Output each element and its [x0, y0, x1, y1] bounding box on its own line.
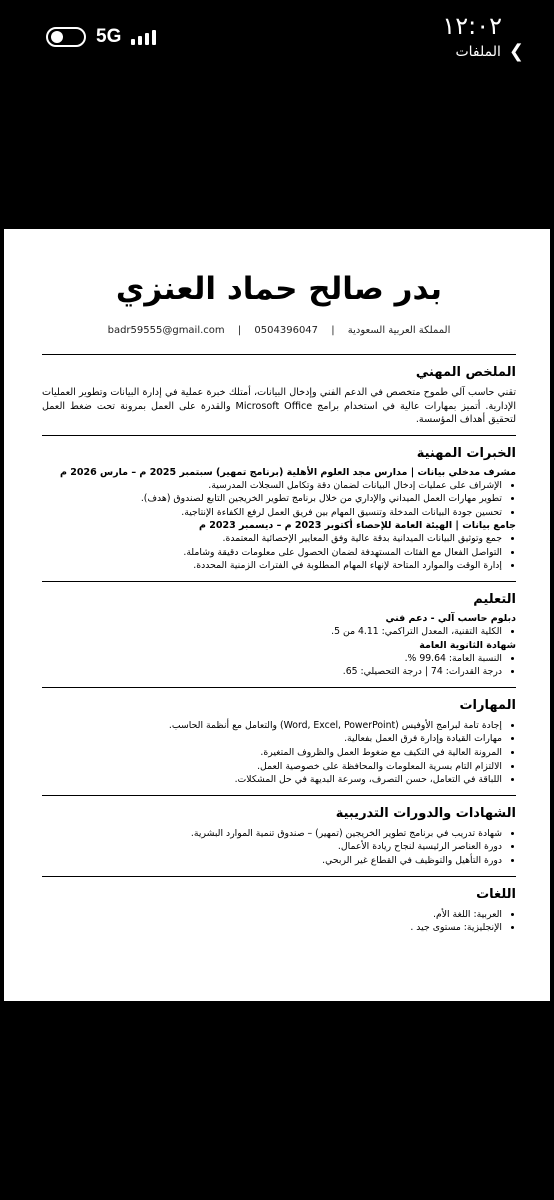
skills-list	[42, 719, 516, 787]
education-title: التعليم	[473, 592, 516, 608]
divider	[42, 435, 516, 436]
list-item: • التواصل الفعال مع الفئات المستهدفة لضمان الحصول على معلومات دقيقة وشاملة.	[42, 546, 502, 560]
list-item: • إجادة تامة لبرامج الأوفيس (Word, Excel, PowerPoint) والتعامل مع أنظمة الحاسب.	[42, 719, 502, 733]
list-item: • العربية: اللغة الأم.	[42, 908, 502, 922]
list-item: • مهارات القيادة وإدارة فرق العمل بفعالية.	[42, 732, 502, 746]
contact-country: المملكة العربية السعودية	[347, 325, 451, 336]
education-details-list	[42, 652, 516, 679]
summary-text: تقني حاسب آلي طموح متخصص في الدعم الفني وإدخال البيانات، أمتلك خبرة عملية في إدارة البيانات وتطوير العمليات الإدارية. أتميز بمهارات عالية في استخدام برامج Microsoft Office والقدرة على العمل بمرونة تحت ضغط العمل لتحقيق أهداف المؤسسة.	[42, 387, 516, 425]
list-item: • الكلية التقنية، المعدل التراكمي: 4.11 من 5.	[42, 625, 502, 639]
languages-title: اللغات	[476, 886, 516, 902]
list-item: • دورة العناصر الرئيسية لنجاح ريادة الأعمال.	[42, 840, 502, 854]
battery-icon	[46, 27, 86, 47]
certificates-list	[42, 827, 516, 868]
list-item: • شهادة تدريب في برنامج تطوير الخريجين (تمهير) – صندوق تنمية الموارد البشرية.	[42, 827, 502, 841]
job-title: جامع بيانات | الهيئة العامة للإحصاء أكتوبر 2023 م – ديسمبر 2023 م	[198, 520, 516, 532]
status-time: ١٢:٠٢	[442, 12, 502, 40]
list-item: • الإنجليزية: مستوى جيد .	[42, 921, 502, 935]
status-indicators	[46, 26, 156, 48]
list-item: • إدارة الوقت والموارد المتاحة لإنهاء المهام المطلوبة في الفترات الزمنية المحددة.	[42, 559, 502, 573]
list-item: • الإشراف على عمليات إدخال البيانات لضمان دقة وتكامل السجلات المدرسية.	[42, 479, 502, 493]
job-title: مشرف مدخلي بيانات | مدارس مجد العلوم الأهلية (برنامج تمهير) سبتمبر 2025 م – مارس 2026 م	[59, 466, 516, 478]
list-item: • دورة التأهيل والتوظيف في القطاع غير الربحي.	[42, 854, 502, 868]
summary-title: الملخص المهني	[415, 365, 516, 380]
education-entry-title: شهادة الثانوية العامة	[419, 639, 516, 651]
list-item: • درجة القدرات: 74 | درجة التحصيلي: 65.	[42, 665, 502, 679]
divider	[42, 687, 516, 688]
back-button[interactable]	[455, 43, 524, 61]
list-item: • الالتزام التام بسرية المعلومات والمحافظة على خصوصية العمل.	[42, 760, 502, 774]
list-item: • جمع وتوثيق البيانات الميدانية بدقة عالية وفق المعايير الإحصائية المعتمدة.	[42, 532, 502, 546]
list-item: • النسبة العامة: 99.64 %.	[42, 652, 502, 666]
education-details-list	[42, 625, 516, 639]
contact-email: badr59555@gmail.com	[107, 325, 225, 336]
network-type: 5G	[96, 26, 122, 47]
divider	[42, 354, 516, 355]
resume-document[interactable]	[4, 229, 550, 1001]
languages-list	[42, 908, 516, 935]
job-duties-list	[42, 479, 516, 520]
resume-name: بدر صالح حماد العنزي	[115, 271, 443, 307]
skills-title: المهارات	[459, 697, 516, 713]
list-item: • تحسين جودة البيانات المدخلة وتنسيق المهام بين فريق العمل لرفع الكفاءة الإنتاجية.	[42, 506, 502, 520]
job-duties-list	[42, 532, 516, 573]
divider	[42, 876, 516, 877]
divider	[42, 795, 516, 796]
list-item: • تطوير مهارات العمل الميداني والإداري من خلال برنامج تطوير الخريجين التابع لصندوق (هدف).	[42, 492, 502, 506]
experience-title: الخبرات المهنية	[416, 445, 516, 461]
certificates-title: الشهادات والدورات التدريبية	[335, 805, 516, 821]
back-button-label: الملفات	[455, 44, 501, 60]
contact-phone: 0504396047	[254, 325, 319, 336]
chevron-back-icon: ❯	[508, 41, 524, 62]
list-item: • اللباقة في التعامل، حسن التصرف، وسرعة البديهة في حل المشكلات.	[42, 773, 502, 787]
education-entry-title: دبلوم حاسب آلي - دعم فني	[385, 613, 516, 625]
signal-icon	[131, 29, 156, 45]
contact-line: المملكة العربية السعودية | 0504396047 | badr59555@gmail.com	[107, 325, 451, 336]
list-item: • المرونة العالية في التكيف مع ضغوط العمل والظروف المتغيرة.	[42, 746, 502, 760]
divider	[42, 581, 516, 582]
